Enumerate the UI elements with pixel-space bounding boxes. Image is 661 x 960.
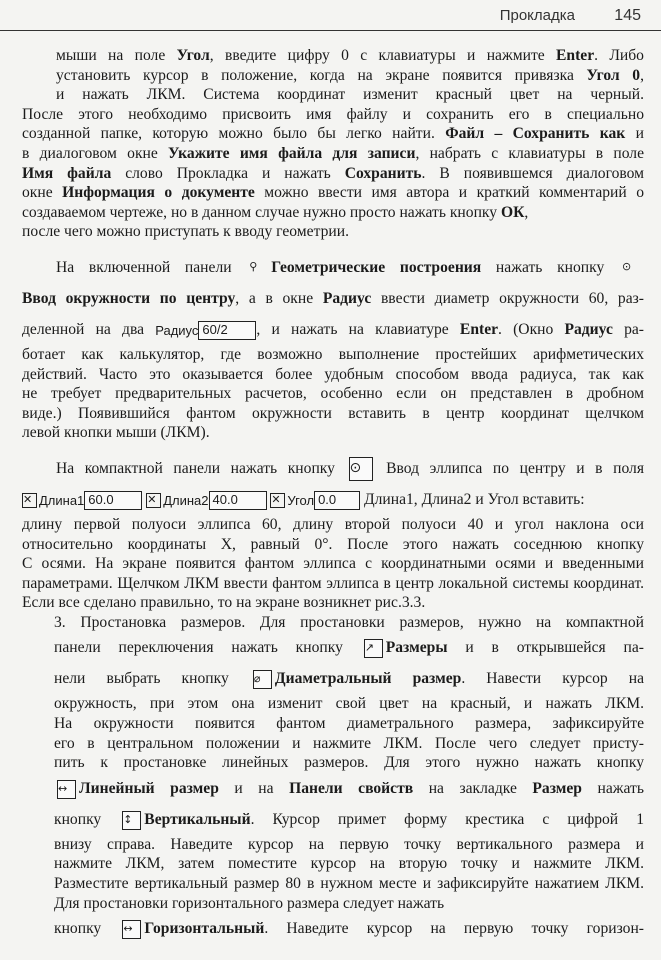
text-line: установить курсор в положение, когда на экране появится привязка Угол 0, <box>56 66 644 84</box>
text-line: На компактной панели нажать кнопку ⊙ Ввод эллипса по центру и в поля <box>22 453 644 484</box>
text-line: Ввод окружности по центру, а в окне Радиус ввести диаметр окружности 60, раз- <box>22 289 644 307</box>
paragraph-save-file <box>22 46 644 242</box>
radius-label: Радиус <box>155 322 199 338</box>
geometry-panel-icon[interactable]: ⚲ <box>249 259 258 273</box>
checkbox-icon[interactable]: ✕ <box>22 493 37 508</box>
horizontal-dimension-icon[interactable]: ↔ <box>122 920 141 939</box>
text-line: панели переключения нажать кнопку ↗ Размеры и в открывшейся па- <box>54 639 644 657</box>
paragraph-circle <box>22 252 644 443</box>
text-line: нели выбрать кнопку ⌀ Диаметральный размер. Навести курсор на <box>54 670 644 688</box>
page-body <box>22 46 644 944</box>
angle-field[interactable]: 0.0 <box>314 491 360 510</box>
text-line: ↔ Линейный размер и на Панели свойств на закладке Размер нажать <box>58 779 644 797</box>
text-line: На включенной панели ⚲ Геометрические построения нажать кнопку ⊙ <box>22 252 644 283</box>
paragraph-dimensions <box>22 613 644 944</box>
text-line: Имя файла слово Прокладка и нажать Сохранить. В появившемся диалоговом <box>22 164 644 182</box>
text-line: кнопку ↔ Горизонтальный. Наведите курсор на первую точку горизон- <box>54 920 644 938</box>
text-line: деленной на два Радиус 60/2 , и нажать на клавиатуре Enter. (Окно Радиус ра- <box>22 320 644 338</box>
paragraph-ellipse-tail: С осями. На экране появится фантом эллипса с координатными осями и введенными параметрами. Щелчком ЛКМ ввести фантом эллипса в центр локальной системы координат. Если все сделано правильно, то на экране возникнет рис.3.3. <box>22 555 644 612</box>
length1-field[interactable]: 60.0 <box>84 491 142 510</box>
text-line: окружность, при этом она изменит свой цвет на красный, и нажать ЛКМ. <box>54 695 644 713</box>
length2-field[interactable]: 40.0 <box>209 491 267 510</box>
text-line: кнопку ↕ Вертикальный. Курсор примет форму крестика с цифрой 1 <box>54 810 644 828</box>
text-line: внизу справа. Наведите курсор на первую точку вертикального размера и <box>54 835 644 853</box>
text-line: пить к простановке линейных размеров. Для этого нужно нажать кнопку <box>54 754 644 772</box>
paragraph-ellipse <box>22 453 644 613</box>
text-line: его в центральном положении и нажмите ЛКМ. После чего следует присту- <box>54 734 644 752</box>
text-line: На окружности появится фантом диаметрального размера, зафиксируйте <box>54 715 644 733</box>
text-line: левой кнопки мыши (ЛКМ). <box>22 424 210 442</box>
text-line: в диалоговом окне Укажите имя файла для записи, набрать с клавиатуры в поле <box>22 144 644 162</box>
text-line: виде.) Появившийся фантом окружности вставить в центр координат щелчком <box>22 404 644 422</box>
vertical-dimension-icon[interactable]: ↕ <box>122 811 141 830</box>
text-line: созданной папке, которую можно было бы легко найти. Файл – Сохранить как и <box>22 125 644 143</box>
radius-field[interactable]: 60/2 <box>198 321 256 340</box>
text-line: не требует предварительных расчетов, особенно если он представлен в дробном <box>22 385 644 403</box>
text-line: действий. Часто это оказывается более удобным способом ввода радиуса, так как <box>22 365 644 383</box>
checkbox-icon[interactable]: ✕ <box>270 493 285 508</box>
paragraph-dimensions-tail: Разместите вертикальный размер 80 в нужном месте и зафиксируйте нажатием ЛКМ. Для простановки горизонтального размера следует нажать <box>54 875 644 912</box>
text-line: 3. Простановка размеров. Для простановки размеров, нужно на компактной <box>54 613 644 631</box>
linear-dimension-icon[interactable]: ↔ <box>57 780 76 799</box>
text-line: После этого необходимо присвоить имя файлу и сохранить его в специально <box>22 105 644 123</box>
checkbox-icon[interactable]: ✕ <box>146 493 161 508</box>
text-line: ✕ Длина1 60.0 ✕ Длина2 40.0 ✕ Угол 0.0 Длина1, Длина2 и Угол вставить: <box>23 490 585 508</box>
text-line: мыши на поле Угол, введите цифру 0 с клавиатуры и нажмите Enter. Либо <box>56 47 644 64</box>
text-line: ботает как калькулятор, где возможно выполнение простейших арифметических <box>22 345 644 363</box>
page-number: 145 <box>614 7 641 24</box>
text-line: длину первой полуоси эллипса 60, длину второй полуоси 40 и угол наклона оси <box>22 515 644 533</box>
diameter-dimension-icon[interactable]: ⌀ <box>253 670 272 689</box>
text-line: относительно координаты X, равный 0°. После этого нажать соседнюю кнопку <box>22 535 644 553</box>
running-head <box>0 0 661 31</box>
text-line: нажмите ЛКМ, затем поместите курсор на вторую точку и нажмите ЛКМ. <box>54 855 644 873</box>
text-line: после чего можно приступать к вводу геометрии. <box>22 223 349 241</box>
running-head-title: Прокладка <box>499 7 575 24</box>
text-line: и нажать ЛКМ. Система координат изменит красный цвет на черный. <box>56 86 644 104</box>
circle-center-icon[interactable]: ⊙ <box>622 259 632 273</box>
dimensions-icon[interactable]: ↗ <box>364 639 383 658</box>
ellipse-center-icon[interactable]: ⊙ <box>349 457 373 481</box>
text-line: окне Информация о документе можно ввести имя автора и краткий комментарий о создаваемом чертеже, но в данном случае нужно просто нажать кнопку ОК, <box>22 184 644 221</box>
